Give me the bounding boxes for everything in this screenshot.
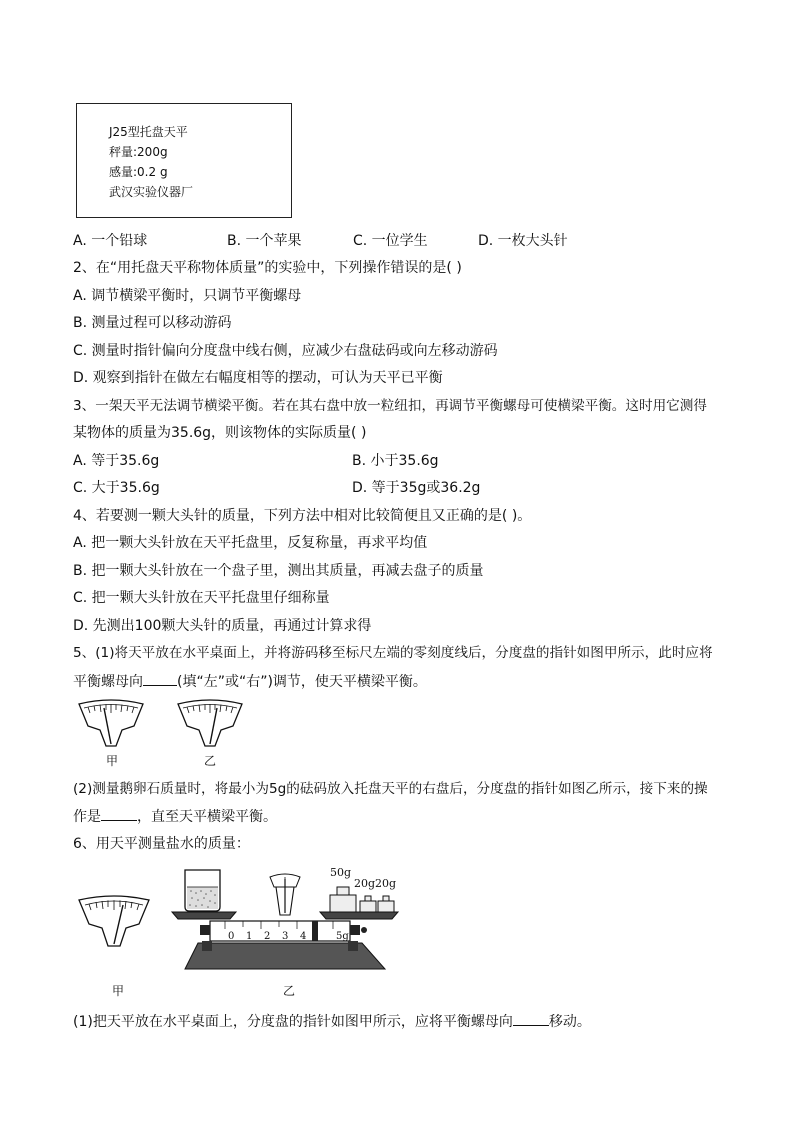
nameplate-capacity: 秤量:200g: [109, 145, 168, 159]
q1-option-b: B. 一个苹果: [227, 233, 302, 249]
scale-tick-5g: 5g: [336, 931, 349, 942]
q2-option-d: D. 观察到指针在做左右幅度相等的摆动，可认为天平已平衡: [73, 370, 443, 386]
q6-answer-blank-1[interactable]: [513, 1011, 549, 1026]
q6-part1-text-b: 移动。: [548, 1014, 591, 1030]
q5-answer-blank-1[interactable]: [143, 671, 177, 686]
q5-dial-jia-figure: [76, 700, 146, 750]
q6-part1-text-a: (1)把天平放在水平桌面上，分度盘的指针如图甲所示，应将平衡螺母向: [73, 1014, 513, 1030]
q2-option-a: A. 调节横梁平衡时，只调节平衡螺母: [73, 288, 302, 304]
q1-option-d: D. 一枚大头针: [478, 233, 568, 249]
nameplate-sensitivity: 感量:0.2 g: [109, 165, 168, 179]
q2-stem: 2、在“用托盘天平称物体质量”的实验中，下列操作错误的是( ): [73, 260, 462, 276]
scale-tick-0: 0: [228, 931, 235, 942]
scale-tick-1: 1: [246, 931, 253, 942]
q3-option-a: A. 等于35.6g: [73, 453, 160, 469]
q1-options: [73, 231, 673, 251]
q5-part2-text-a: 作是: [73, 809, 101, 825]
q4-option-b: B. 把一颗大头针放在一个盘子里，测出其质量，再减去盘子的质量: [73, 563, 484, 579]
q6-fig-label-jia: 甲: [112, 984, 125, 998]
q6-stem: 6、用天平测量盐水的质量：: [73, 836, 250, 852]
q5-part2-text-b: ，直至天平横梁平衡。: [137, 809, 277, 825]
q1-option-c: C. 一位学生: [353, 233, 428, 249]
q3-option-d: D. 等于35g或36.2g: [352, 480, 481, 496]
q5-fig-label-jia: 甲: [106, 754, 119, 768]
q5-part1-line1: 5、(1)将天平放在水平桌面上，并将游码移至标尺左端的零刻度线后，分度盘的指针如图甲所示，此时应将: [73, 645, 713, 661]
q5-part2-line2: [73, 806, 277, 827]
q4-option-c: C. 把一颗大头针放在天平托盘里仔细称量: [73, 590, 330, 606]
balance-dial-icon: [270, 874, 300, 915]
beam-scale-labels: [218, 931, 358, 943]
q4-option-d: D. 先测出100颗大头针的质量，再通过计算求得: [73, 618, 372, 634]
q5-answer-blank-2[interactable]: [101, 806, 137, 821]
q5-part2-line1: (2)测量鹅卵石质量时，将最小为5g的砝码放入托盘天平的右盘后，分度盘的指针如图乙所示，接下来的操: [73, 781, 708, 797]
weight-label-20g20g: 20g20g: [354, 877, 397, 890]
beaker-icon: [185, 870, 220, 911]
q6-fig-label-yi: 乙: [283, 984, 296, 998]
q5-fig-label-yi: 乙: [204, 754, 217, 768]
q3-stem-line1: 3、一架天平无法调节横梁平衡。若在其右盘中放一粒纽扣，再调节平衡螺母可使横梁平衡。这时用它测得: [73, 398, 707, 414]
q2-option-c: C. 测量时指针偏向分度盘中线右侧，应减少右盘砝码或向左移动游码: [73, 343, 498, 359]
q3-option-b: B. 小于35.6g: [352, 453, 439, 469]
q3-option-c: C. 大于35.6g: [73, 480, 160, 496]
q3-stem-line2: 某物体的质量为35.6g，则该物体的实际质量( ): [73, 425, 367, 441]
scale-tick-3: 3: [282, 931, 289, 942]
q5-dial-yi-figure: [175, 700, 245, 750]
q5-part1-text-a: 平衡螺母向: [73, 674, 143, 690]
scale-tick-2: 2: [264, 931, 271, 942]
weight-label-50g: 50g: [330, 866, 352, 879]
weights-icon: [330, 887, 394, 912]
nameplate-model: J25型托盘天平: [109, 125, 188, 139]
nameplate-maker: 武汉实验仪器厂: [109, 185, 194, 199]
q6-part1-line: [73, 1011, 591, 1032]
q6-dial-jia-figure: [76, 896, 152, 950]
q1-option-a: A. 一个铅球: [73, 233, 148, 249]
balance-nameplate: [76, 103, 292, 218]
scale-tick-4: 4: [300, 931, 307, 942]
q2-option-b: B. 测量过程可以移动游码: [73, 315, 232, 331]
q5-part1-line2: [73, 671, 427, 692]
q4-option-a: A. 把一颗大头针放在天平托盘里，反复称量，再求平均值: [73, 535, 428, 551]
q5-part1-text-b: (填“左”或“右”)调节，使天平横梁平衡。: [177, 674, 427, 690]
q4-stem: 4、若要测一颗大头针的质量，下列方法中相对比较简便且又正确的是( )。: [73, 508, 532, 524]
